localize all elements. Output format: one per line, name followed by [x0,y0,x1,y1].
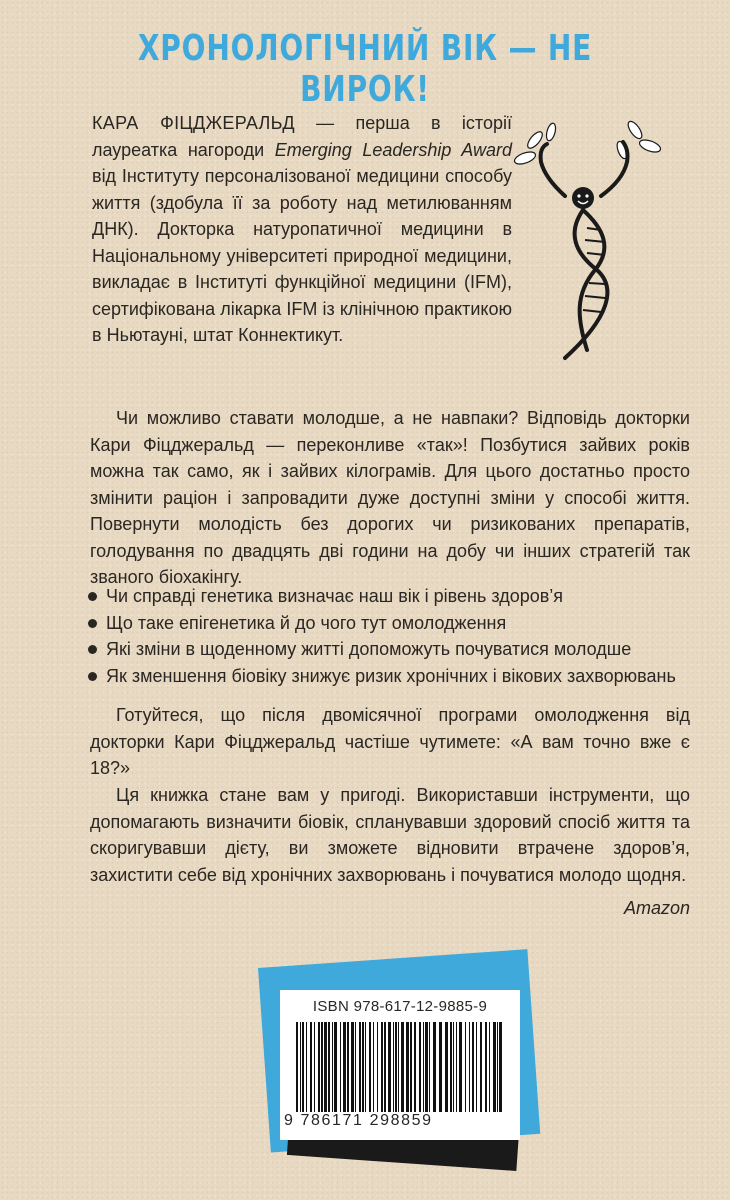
list-item-text: Які зміни в щоденному житті допоможуть почуватися молодше [106,639,632,659]
barcode-block [258,968,538,1168]
bio-text-1: — перша в історії лауреатка нагороди [92,113,512,160]
bullet-icon [88,645,97,654]
list-item [84,636,704,663]
bullet-icon [88,672,97,681]
barcode-image [294,1022,508,1112]
list-item-text: Як зменшення біовіку знижує ризик хронічних і вікових захворювань [106,665,676,686]
author-name: КАРА ФІЦДЖЕРАЛЬД [92,113,295,133]
quote-source: Amazon [623,898,690,918]
dna-figure-illustration [505,118,670,363]
author-bio [92,110,512,349]
list-item [84,663,704,690]
award-name: Emerging Leadership Award [274,139,513,160]
barcode-card [280,990,520,1140]
closing-paragraph: Ця книжка стане вам у пригоді. Використавши інструменти, що допомагають визначити біовік, спланувавши здоровий спосіб життя та скоригувавши дієту, ви зможете відновити втрачене здоров’я, захистити себе від хронічних захворювань і почуватися молодо щодня. [90,785,690,885]
bullet-icon [88,619,97,628]
list-item [84,583,704,610]
bio-text-2: від Інституту персоналізованої медицини способу життя (здобула її за роботу над метилюванням ДНК). Докторка натуропатичної медицини в Національному університеті природної медицини, викладає в Інституті функційної медицини (IFM), сертифікована лікарка IFM із клінічною практикою в Ньютауні, штат Коннектикут. [92,166,512,345]
list-item [84,610,704,637]
list-item-text: Що таке епігенетика й до чого тут омолодження [106,612,507,633]
description-paragraph: Чи можливо ставати молодше, а не навпаки? Відповідь докторки Кари Фіцджеральд — переконливе «так»! Позбутися зайвих років можна так само, як і зайвих кілограмів. Для цього достатньо просто змінити раціон і запровадити дуже доступні зміни у способі життя. Повернути молодість без дорогих чи ризикованих препаратів, голодування по двадцять дві години на добу чи інших стратегій так званого біохакінгу. [90,408,690,587]
bullet-icon [88,592,97,601]
isbn-label: ISBN 978-617-12-9885-9 [312,998,488,1015]
barcode-digits: 9 786171 298859 [284,1112,433,1129]
list-item-text: Чи справді генетика визначає наш вік і рівень здоров’я [106,586,564,606]
promise-paragraph: Готуйтеся, що після двомісячної програми омолодження від докторки Кари Фіцджеральд частіше чутимете: «А вам точно вже є 18?» [90,705,690,778]
cover-title: ХРОНОЛОГІЧНИЙ ВІК — НЕ ВИРОК! [137,28,593,110]
feature-list [84,583,704,689]
